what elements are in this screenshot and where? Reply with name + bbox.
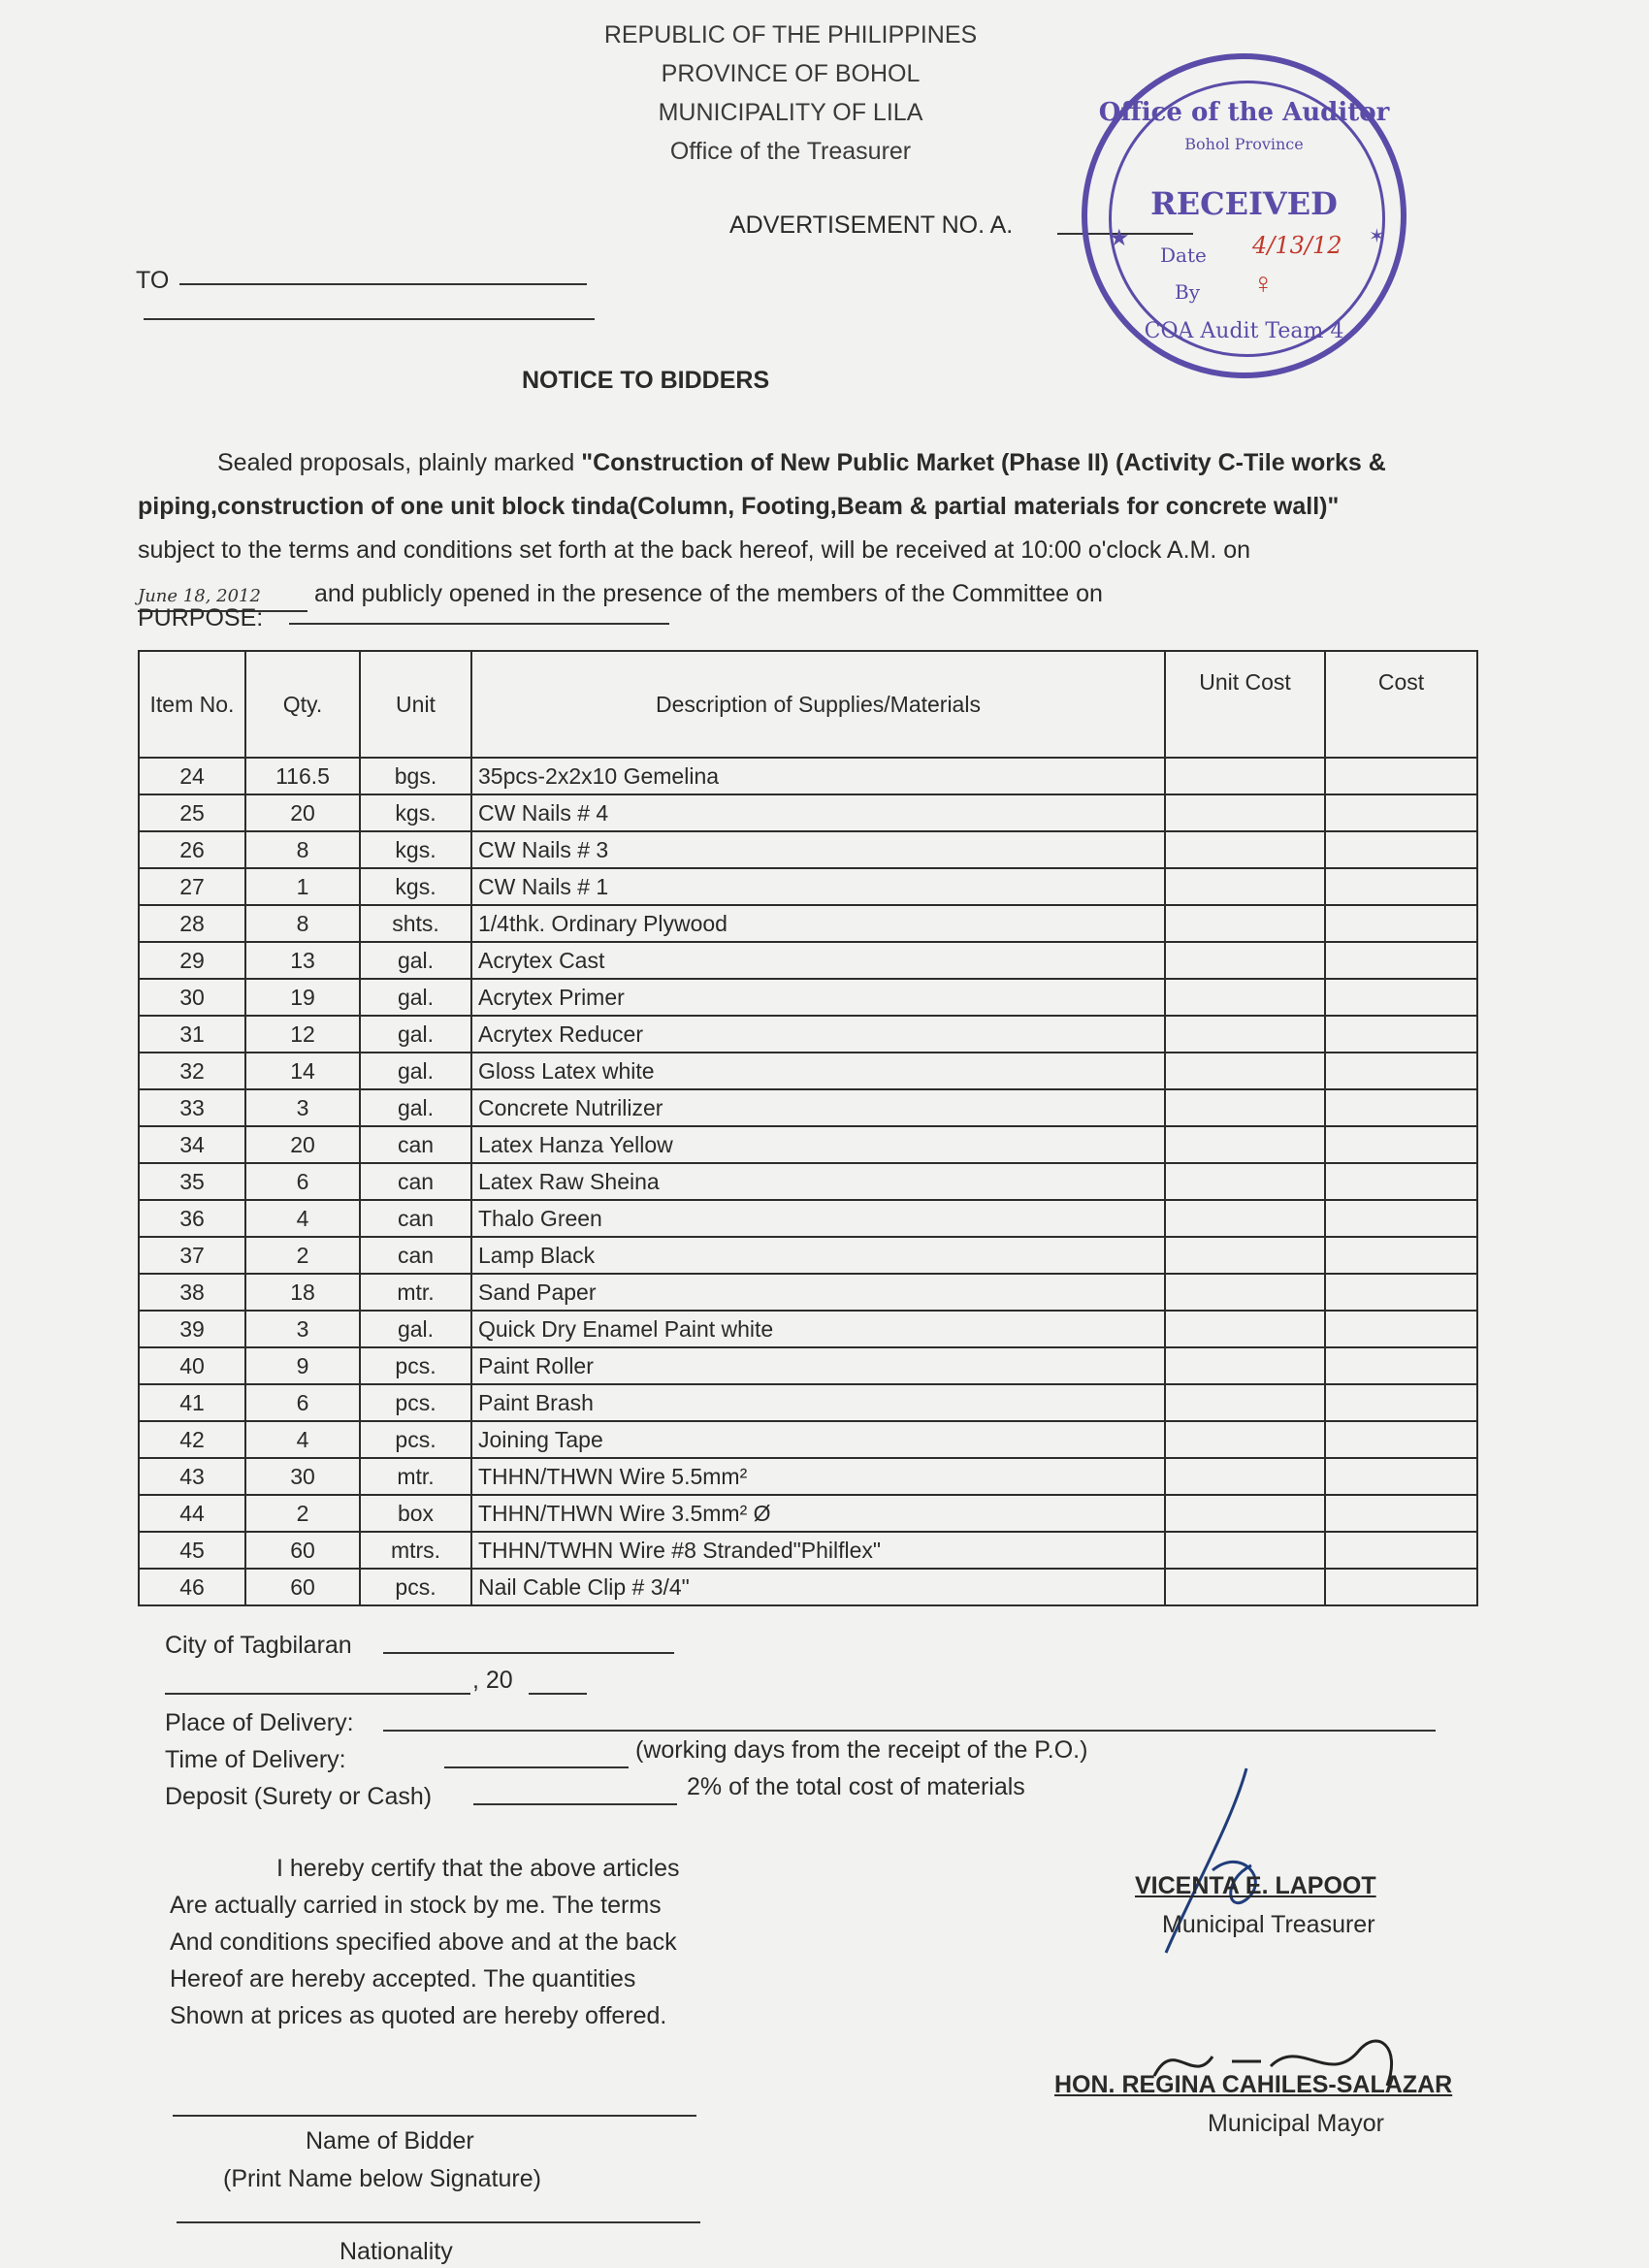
table-header-row xyxy=(139,651,1477,758)
cell-item-no: 26 xyxy=(139,831,245,868)
table-row xyxy=(139,1311,1477,1347)
header-municipality: MUNICIPALITY OF LILA xyxy=(658,99,923,126)
cell-qty: 60 xyxy=(245,1532,360,1569)
table-row xyxy=(139,1089,1477,1126)
header-item-no: Item No. xyxy=(139,651,245,758)
header-republic: REPUBLIC OF THE PHILIPPINES xyxy=(603,21,978,49)
table-row xyxy=(139,1163,1477,1200)
cell-qty: 6 xyxy=(245,1384,360,1421)
cell-item-no: 34 xyxy=(139,1126,245,1163)
cell-cost xyxy=(1325,1126,1477,1163)
cell-cost xyxy=(1325,758,1477,794)
cell-item-no: 41 xyxy=(139,1384,245,1421)
cell-unit-cost xyxy=(1165,794,1325,831)
cell-qty: 3 xyxy=(245,1089,360,1126)
cell-description: Latex Hanza Yellow xyxy=(471,1126,1165,1163)
year-label: , 20 xyxy=(472,1667,513,1694)
cell-unit-cost xyxy=(1165,1089,1325,1126)
cell-unit-cost xyxy=(1165,1126,1325,1163)
deposit-blank xyxy=(473,1803,677,1805)
treasurer-name: VICENTA E. LAPOOT xyxy=(1135,1872,1376,1899)
cell-item-no: 31 xyxy=(139,1016,245,1053)
to-line-2 xyxy=(144,318,595,320)
cell-qty: 13 xyxy=(245,942,360,979)
cell-unit: pcs. xyxy=(360,1421,471,1458)
cell-unit: gal. xyxy=(360,942,471,979)
print-name-label: (Print Name below Signature) xyxy=(223,2165,541,2192)
cell-item-no: 38 xyxy=(139,1274,245,1311)
cell-cost xyxy=(1325,1237,1477,1274)
deposit-label: Deposit (Surety or Cash) xyxy=(165,1783,433,1810)
cell-unit-cost xyxy=(1165,1458,1325,1495)
nationality-label: Nationality xyxy=(340,2238,453,2265)
cell-unit-cost xyxy=(1165,979,1325,1016)
advertisement-label: ADVERTISEMENT NO. A. xyxy=(729,211,1014,239)
cell-unit: can xyxy=(360,1126,471,1163)
cell-qty: 12 xyxy=(245,1016,360,1053)
to-label: TO xyxy=(136,267,170,294)
cell-cost xyxy=(1325,1274,1477,1311)
cell-qty: 30 xyxy=(245,1458,360,1495)
table-row xyxy=(139,868,1477,905)
cell-description: Paint Brash xyxy=(471,1384,1165,1421)
stamp-top-text: Office of the Auditor xyxy=(1098,98,1390,127)
cell-item-no: 32 xyxy=(139,1053,245,1089)
cell-unit: gal. xyxy=(360,1089,471,1126)
intro-project: "Construction of New Public Market (Phase II) (Activity C-Tile works & piping,construction of one unit block tinda(Column, Footing,Beam & partial materials for concrete wall)" xyxy=(138,449,1386,520)
cell-unit-cost xyxy=(1165,1163,1325,1200)
cell-description: Lamp Black xyxy=(471,1237,1165,1274)
stamp-bottom-text: COA Audit Team 4 xyxy=(1144,319,1344,343)
name-of-bidder-label: Name of Bidder xyxy=(306,2127,474,2155)
cell-cost xyxy=(1325,794,1477,831)
cell-item-no: 33 xyxy=(139,1089,245,1126)
cell-unit: kgs. xyxy=(360,794,471,831)
cell-description: CW Nails # 3 xyxy=(471,831,1165,868)
certification-line-3: And conditions specified above and at the back xyxy=(170,1928,677,1956)
cell-qty: 2 xyxy=(245,1237,360,1274)
cell-description: Quick Dry Enamel Paint white xyxy=(471,1311,1165,1347)
header-province: PROVINCE OF BOHOL xyxy=(661,60,921,87)
bid-opening-date: June 18, 2012 xyxy=(138,583,307,612)
cell-item-no: 28 xyxy=(139,905,245,942)
header-qty: Qty. xyxy=(245,651,360,758)
cell-cost xyxy=(1325,1532,1477,1569)
cell-unit: gal. xyxy=(360,1311,471,1347)
cell-description: Latex Raw Sheina xyxy=(471,1163,1165,1200)
stamp-by-label: By xyxy=(1175,280,1200,304)
cell-unit: mtr. xyxy=(360,1274,471,1311)
nationality-line xyxy=(177,2221,700,2223)
cell-qty: 116.5 xyxy=(245,758,360,794)
auditor-received-stamp xyxy=(1082,53,1406,378)
cell-description: THHN/THWN Wire 5.5mm² xyxy=(471,1458,1165,1495)
table-row xyxy=(139,1532,1477,1569)
table-row xyxy=(139,1200,1477,1237)
cell-item-no: 37 xyxy=(139,1237,245,1274)
header-office: Office of the Treasurer xyxy=(669,138,912,165)
cell-description: CW Nails # 1 xyxy=(471,868,1165,905)
cell-unit-cost xyxy=(1165,868,1325,905)
cell-unit: pcs. xyxy=(360,1384,471,1421)
deposit-note: 2% of the total cost of materials xyxy=(687,1773,1025,1800)
table-row xyxy=(139,831,1477,868)
table-row xyxy=(139,1016,1477,1053)
cell-qty: 9 xyxy=(245,1347,360,1384)
cell-qty: 18 xyxy=(245,1274,360,1311)
place-of-delivery-label: Place of Delivery: xyxy=(165,1709,354,1736)
date-blank xyxy=(165,1693,470,1695)
cell-unit: mtr. xyxy=(360,1458,471,1495)
certification-line-1: I hereby certify that the above articles xyxy=(276,1855,680,1882)
header-description: Description of Supplies/Materials xyxy=(471,651,1165,758)
cell-unit-cost xyxy=(1165,1237,1325,1274)
cell-item-no: 43 xyxy=(139,1458,245,1495)
cell-item-no: 24 xyxy=(139,758,245,794)
cell-cost xyxy=(1325,1053,1477,1089)
cell-cost xyxy=(1325,1347,1477,1384)
bidder-signature-line xyxy=(173,2115,696,2117)
table-row xyxy=(139,1126,1477,1163)
cell-unit-cost xyxy=(1165,1347,1325,1384)
mayor-title: Municipal Mayor xyxy=(1208,2110,1385,2137)
table-row xyxy=(139,1384,1477,1421)
cell-unit: gal. xyxy=(360,1053,471,1089)
purpose-label: PURPOSE: xyxy=(138,604,264,632)
cell-description: Joining Tape xyxy=(471,1421,1165,1458)
cell-description: Gloss Latex white xyxy=(471,1053,1165,1089)
cell-item-no: 42 xyxy=(139,1421,245,1458)
cell-cost xyxy=(1325,942,1477,979)
cell-cost xyxy=(1325,1569,1477,1605)
header-unit-cost: Unit Cost xyxy=(1165,651,1325,758)
cell-unit: pcs. xyxy=(360,1569,471,1605)
cell-qty: 4 xyxy=(245,1421,360,1458)
cell-qty: 8 xyxy=(245,905,360,942)
cell-unit-cost xyxy=(1165,1200,1325,1237)
cell-description: CW Nails # 4 xyxy=(471,794,1165,831)
table-row xyxy=(139,1347,1477,1384)
cell-description: THHN/TWHN Wire #8 Stranded"Philflex" xyxy=(471,1532,1165,1569)
table-row xyxy=(139,1421,1477,1458)
cell-unit: gal. xyxy=(360,979,471,1016)
cell-description: Concrete Nutrilizer xyxy=(471,1089,1165,1126)
cell-item-no: 36 xyxy=(139,1200,245,1237)
cell-description: Acrytex Cast xyxy=(471,942,1165,979)
place-of-delivery-blank xyxy=(383,1730,1436,1732)
cell-qty: 2 xyxy=(245,1495,360,1532)
time-of-delivery-label: Time of Delivery: xyxy=(165,1746,346,1773)
cell-item-no: 39 xyxy=(139,1311,245,1347)
cell-cost xyxy=(1325,905,1477,942)
stamp-date-value: 4/13/12 xyxy=(1252,232,1342,259)
cell-item-no: 35 xyxy=(139,1163,245,1200)
cell-description: Acrytex Reducer xyxy=(471,1016,1165,1053)
mayor-name: HON. REGINA CAHILES-SALAZAR xyxy=(1054,2071,1453,2098)
cell-qty: 20 xyxy=(245,1126,360,1163)
intro-mid: subject to the terms and conditions set forth at the back hereof, will be received at 10:00 o'clock A.M. on xyxy=(138,536,1251,564)
cell-qty: 4 xyxy=(245,1200,360,1237)
cell-description: Nail Cable Clip # 3/4" xyxy=(471,1569,1165,1605)
certification-line-2: Are actually carried in stock by me. The terms xyxy=(170,1892,662,1919)
stamp-sub-text: Bohol Province xyxy=(1184,135,1304,153)
cell-qty: 6 xyxy=(245,1163,360,1200)
table-row xyxy=(139,794,1477,831)
cell-unit: kgs. xyxy=(360,831,471,868)
cell-description: Thalo Green xyxy=(471,1200,1165,1237)
cell-cost xyxy=(1325,1016,1477,1053)
cell-item-no: 46 xyxy=(139,1569,245,1605)
cell-qty: 14 xyxy=(245,1053,360,1089)
cell-description: Paint Roller xyxy=(471,1347,1165,1384)
stamp-received: RECEIVED xyxy=(1150,185,1338,222)
cell-unit-cost xyxy=(1165,1532,1325,1569)
cell-unit-cost xyxy=(1165,1421,1325,1458)
cell-item-no: 25 xyxy=(139,794,245,831)
cell-unit-cost xyxy=(1165,758,1325,794)
header-unit: Unit xyxy=(360,651,471,758)
cell-cost xyxy=(1325,1421,1477,1458)
table-row xyxy=(139,942,1477,979)
cell-item-no: 45 xyxy=(139,1532,245,1569)
cell-item-no: 44 xyxy=(139,1495,245,1532)
cell-unit: can xyxy=(360,1163,471,1200)
certification-line-4: Hereof are hereby accepted. The quantities xyxy=(170,1965,636,1993)
cell-unit-cost xyxy=(1165,1495,1325,1532)
cell-cost xyxy=(1325,1384,1477,1421)
cell-qty: 20 xyxy=(245,794,360,831)
cell-unit-cost xyxy=(1165,831,1325,868)
cell-cost xyxy=(1325,1089,1477,1126)
cell-unit: kgs. xyxy=(360,868,471,905)
cell-cost xyxy=(1325,831,1477,868)
cell-cost xyxy=(1325,868,1477,905)
cell-qty: 8 xyxy=(245,831,360,868)
cell-unit: mtrs. xyxy=(360,1532,471,1569)
cell-unit: box xyxy=(360,1495,471,1532)
cell-unit: shts. xyxy=(360,905,471,942)
cell-unit-cost xyxy=(1165,1384,1325,1421)
cell-description: Acrytex Primer xyxy=(471,979,1165,1016)
cell-item-no: 27 xyxy=(139,868,245,905)
cell-unit-cost xyxy=(1165,1274,1325,1311)
table-row xyxy=(139,1053,1477,1089)
table-row xyxy=(139,1569,1477,1605)
cell-unit-cost xyxy=(1165,1569,1325,1605)
cell-qty: 60 xyxy=(245,1569,360,1605)
cell-description: Sand Paper xyxy=(471,1274,1165,1311)
cell-description: 35pcs-2x2x10 Gemelina xyxy=(471,758,1165,794)
cell-unit-cost xyxy=(1165,1311,1325,1347)
year-blank xyxy=(529,1693,587,1695)
cell-description: THHN/THWN Wire 3.5mm² Ø xyxy=(471,1495,1165,1532)
cell-unit: can xyxy=(360,1237,471,1274)
cell-qty: 3 xyxy=(245,1311,360,1347)
notice-title: NOTICE TO BIDDERS xyxy=(522,367,770,394)
star-icon: ✶ xyxy=(1369,226,1385,247)
stamp-date-label: Date xyxy=(1160,243,1207,267)
cell-qty: 19 xyxy=(245,979,360,1016)
cell-cost xyxy=(1325,1495,1477,1532)
table-row xyxy=(139,1274,1477,1311)
cell-unit: can xyxy=(360,1200,471,1237)
time-of-delivery-note: (working days from the receipt of the P.O.) xyxy=(635,1736,1088,1764)
cell-cost xyxy=(1325,1163,1477,1200)
treasurer-title: Municipal Treasurer xyxy=(1162,1911,1375,1938)
cell-qty: 1 xyxy=(245,868,360,905)
table-row xyxy=(139,1458,1477,1495)
purpose-blank xyxy=(289,623,669,625)
cell-cost xyxy=(1325,1311,1477,1347)
cell-unit: pcs. xyxy=(360,1347,471,1384)
table-row xyxy=(139,1495,1477,1532)
star-icon: ★ xyxy=(1109,225,1130,251)
cell-unit: bgs. xyxy=(360,758,471,794)
cell-unit-cost xyxy=(1165,905,1325,942)
stamp-initial-mark: ♀ xyxy=(1252,268,1275,300)
cell-unit-cost xyxy=(1165,1016,1325,1053)
to-line-1 xyxy=(179,283,587,285)
time-of-delivery-blank xyxy=(444,1766,629,1768)
intro-paragraph xyxy=(138,441,1418,616)
cell-cost xyxy=(1325,979,1477,1016)
cell-unit-cost xyxy=(1165,942,1325,979)
cell-unit-cost xyxy=(1165,1053,1325,1089)
cell-description: 1/4thk. Ordinary Plywood xyxy=(471,905,1165,942)
table-row xyxy=(139,758,1477,794)
table-row xyxy=(139,979,1477,1016)
city-blank xyxy=(383,1652,674,1654)
table-row xyxy=(139,905,1477,942)
cell-cost xyxy=(1325,1458,1477,1495)
intro-tail: and publicly opened in the presence of the members of the Committee on xyxy=(313,580,1103,607)
cell-item-no: 40 xyxy=(139,1347,245,1384)
city-label: City of Tagbilaran xyxy=(165,1632,352,1659)
supplies-table xyxy=(138,650,1478,1606)
cell-item-no: 30 xyxy=(139,979,245,1016)
cell-cost xyxy=(1325,1200,1477,1237)
certification-line-5: Shown at prices as quoted are hereby offered. xyxy=(170,2002,667,2029)
cell-unit: gal. xyxy=(360,1016,471,1053)
cell-item-no: 29 xyxy=(139,942,245,979)
table-row xyxy=(139,1237,1477,1274)
header-cost: Cost xyxy=(1325,651,1477,758)
intro-lead: Sealed proposals, plainly marked xyxy=(217,449,575,476)
